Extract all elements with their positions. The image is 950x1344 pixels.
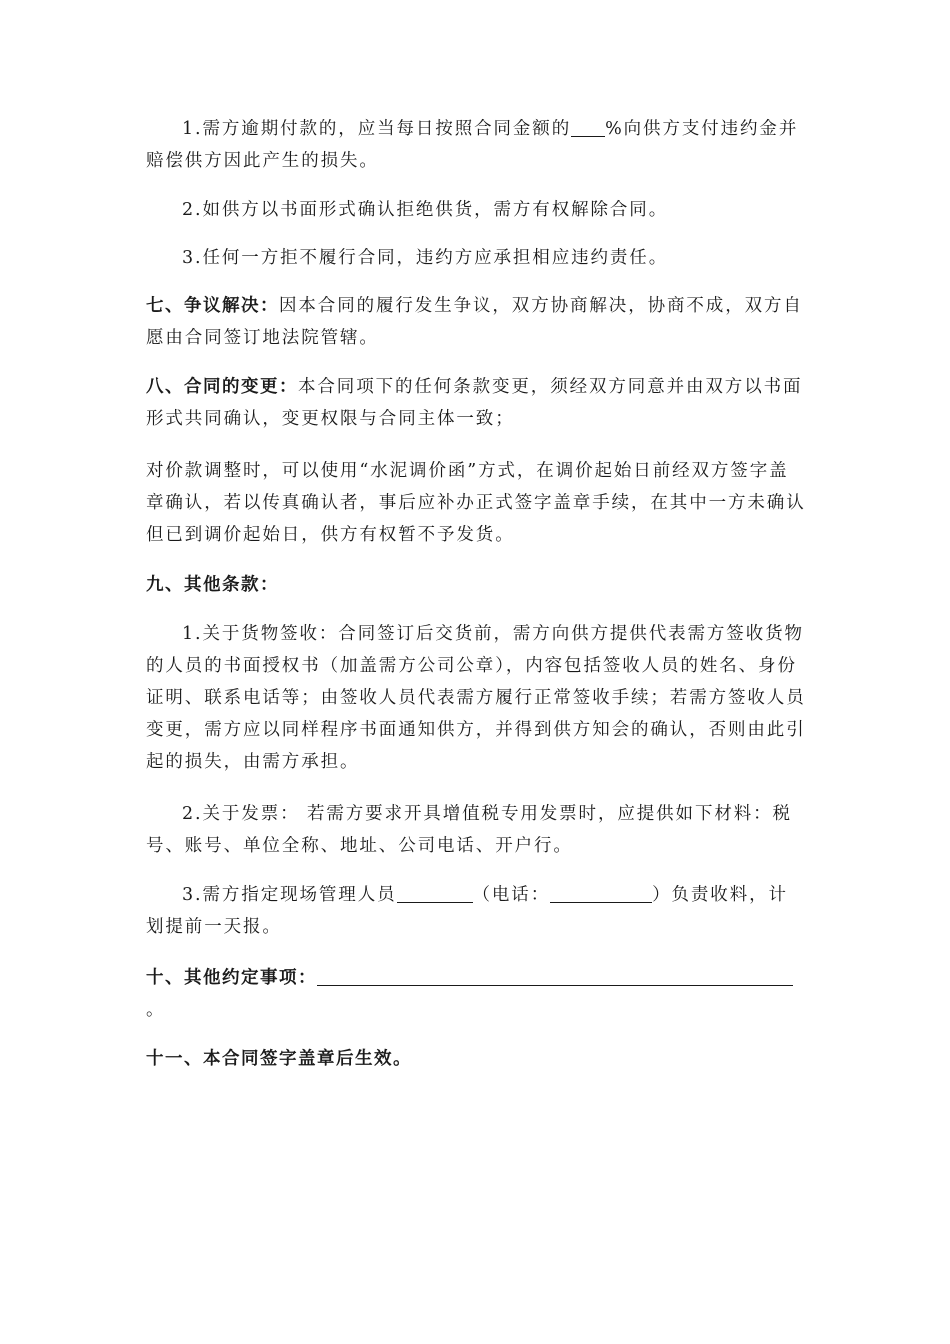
phone-blank xyxy=(550,883,652,903)
clause8-heading: 八、合同的变更： xyxy=(146,377,298,397)
clause11-heading: 十一、本合同签字盖章后生效。 xyxy=(146,1049,412,1069)
clause6-item3: 3.任何一方拒不履行合同，违约方应承担相应违约责任。 xyxy=(182,248,669,268)
site-manager-blank xyxy=(397,883,473,903)
clause8-price-adjustment: 对价款调整时，可以使用“水泥调价函”方式，在调价起始日前经双方签字盖章确认，若以传真确认者，事后应补办正式签字盖章手续，在其中一方未确认但已到调价起始日，供方有权暂不予发货。 xyxy=(146,461,806,545)
clause6-item2: 2.如供方以书面形式确认拒绝供货，需方有权解除合同。 xyxy=(182,200,669,220)
penalty-rate-blank xyxy=(571,117,605,137)
other-terms-blank xyxy=(317,966,793,986)
clause7: 七、争议解决：因本合同的履行发生争议，双方协商解决，协商不成，双方自愿由合同签订地法院管辖。 xyxy=(146,296,803,348)
clause9-item1: 1.关于货物签收：合同签订后交货前，需方向供方提供代表需方签收货物的人员的书面授权书（加盖需方公司公章），内容包括签收人员的姓名、身份证明、联系电话等；由签收人员代表需方履行正常签收手续；若需方签收人员变更，需方应以同样程序书面通知供方，并得到供方知会的确认，否则由此引起的损失，由需方承担。 xyxy=(146,624,806,772)
clause9-heading: 九、其他条款： xyxy=(146,575,279,595)
clause7-heading: 七、争议解决： xyxy=(146,296,279,316)
clause10: 十、其他约定事项：。 xyxy=(146,962,806,1026)
clause6-item1: 1.需方逾期付款的，应当每日按照合同金额的 %向供方支付违约金并赔偿供方因此产生的损失。 xyxy=(146,119,799,171)
clause9-item2: 2.关于发票： 若需方要求开具增值税专用发票时，应提供如下材料：税号、账号、单位全称、地址、公司电话、开户行。 xyxy=(146,804,792,856)
clause8: 八、合同的变更：本合同项下的任何条款变更，须经双方同意并由双方以书面形式共同确认，变更权限与合同主体一致； xyxy=(146,377,803,429)
clause9-item3: 3.需方指定现场管理人员 （电话： ）负责收料，计划提前一天报。 xyxy=(146,885,788,937)
clause10-heading: 十、其他约定事项： xyxy=(146,968,317,988)
